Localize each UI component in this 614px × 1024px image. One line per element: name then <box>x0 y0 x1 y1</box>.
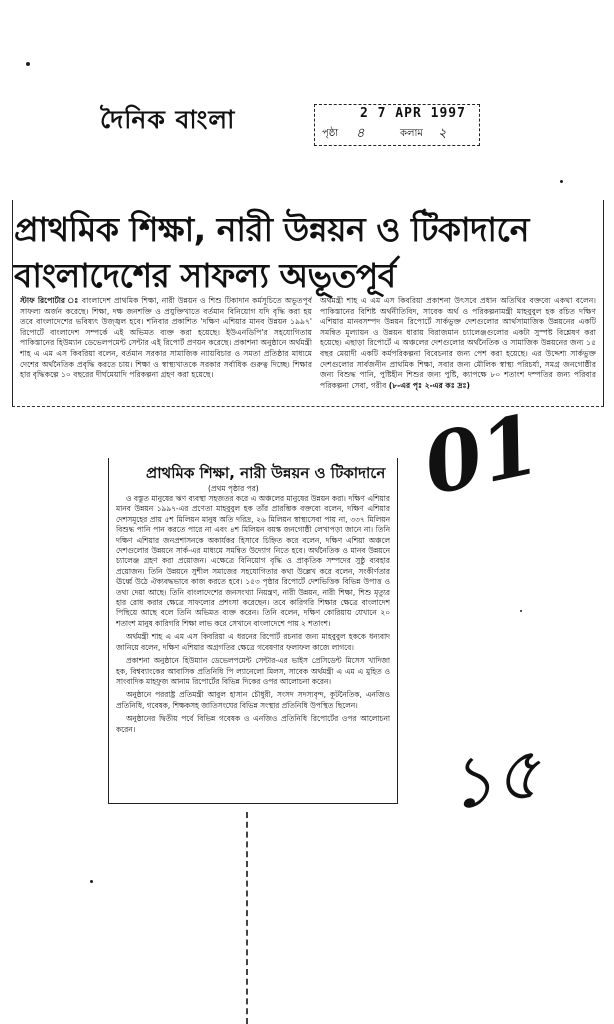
lead-column-left <box>20 296 312 406</box>
continuation-paragraph: ও বস্তুত মানুষের ঋণ ব্যবস্থা সহজতর করে এ অঞ্চলের মানুষের উন্নয়ন করা। দক্ষিণ এশিয়ার মানব উন্নয়ন ১৯৯৭-এর প্রণেতা মাহবুবুল হক তাঁর প্রারম্ভিক বক্তব্যে বলেন, দক্ষিণ এশিয়ার দেশসমূহের প্রায় ৫শ মিলিয়ন মানুষ অতি দরিদ্র, ২৬ মিলিয়ন স্বাস্থ্যসেবা পায় না, ৩৩৭ মিলিয়ন বিশুদ্ধ পানি পান করতে পারে না এবং ৪শ মিলিয়ন বয়স্ক জনগোষ্ঠী লেখাপড়া জানে না। তিনি দক্ষিণ এশিয়ার জনপ্রশাসনকে অকার্যকর হিসাবে চিহ্নিত করে বলেন, দক্ষিণ এশিয়া অঞ্চলে দেশগুলোর উন্নয়নে সার্ক-এর মাধ্যমে সমন্বিত উদ্যোগ নিতে হবে। অর্থনৈতিক ও মানব উন্নয়নে চ্যালেঞ্জ গ্রহণ করা প্রয়োজন। এক্ষেত্রে বিনিয়োগ বৃদ্ধি ও প্রাকৃতিক সম্পদের সুষ্ঠু ব্যবহার প্রয়োজন। তিনি উন্নয়নে সুশীল সমাজের সহযোগিতার কথা উল্লেখ করে বলেন, সংকীর্ণতার ঊর্ধ্বে উঠে ঐক্যবদ্ধভাবে কাজ করতে হবে। ১৫৩ পৃষ্ঠার রিপোর্টে দেশভিত্তিক বিভিন্ন উপাত্ত ও তথ্য দেয়া আছে। তিনি বাংলাদেশের জনসংখ্যা নিয়ন্ত্রণ, নারী উন্নয়ন, নারী শিক্ষা, শিশু মৃত্যুর হার রোধ করার ক্ষেত্রে সাফল্যের প্রশংসা করেছেন। তবে কারিগরি শিক্ষার ক্ষেত্রে বাংলাদেশ পিছিয়ে আছে বলে তিনি অভিমত ব্যক্ত করেন। তিনি বলেন, দক্ষিণ কোরিয়ায় যেখানে ২০ শতাংশ মানুষ কারিগরি শিক্ষা লাভ করে সেখানে বাংলাদেশে পায় ২ শতাংশ। <box>116 494 390 628</box>
headline-line-1: প্রাথমিক শিক্ষা, নারী উন্নয়ন ও টিকাদানে <box>14 210 529 249</box>
handwritten-number: 01 <box>416 396 548 514</box>
scan-speck <box>90 880 93 883</box>
lead-text-right: অর্থমন্ত্রী শাহ এ এম এস কিবরিয়া প্রকাশনা উৎসবে প্রধান অতিথির বক্তব্যে একথা বলেন। পাকিস্তানের বিশিষ্ট অর্থনীতিবিদ, সাবেক অর্থ ও পরিকল্পনামন্ত্রী মাহবুবুল হক রচিত দক্ষিণ এশিয়ার মানবসম্পদ উন্নয়ন রিপোর্টে সার্কভুক্ত দেশগুলোর আর্থসামাজিক উন্নয়নের একটি সমন্বিত মূল্যায়ন ও উন্নয়ন ধারায় বিরাজমান চ্যালেঞ্জগুলোর একটা সুস্পষ্ট বিশ্লেষণ করা হয়েছে। এছাড়া রিপোর্টে এ অঞ্চলের দেশগুলোর অর্থনৈতিক ও সামাজিক উন্নয়নের জন্য ১৫ বছর মেয়াদী একটি কর্মপরিকল্পনা বিবেচনার জন্য পেশ করা হয়েছে। এর উদ্দেশ্য সার্কভুক্ত দেশগুলোর সার্বজনীন প্রাথমিক শিক্ষা, সবার জন্য মৌলিক স্বাস্থ্য পরিচর্যা, সমগ্র জনগোষ্ঠীর জন্য বিশুদ্ধ পানি, পুষ্টিহীন শিশুর জন্য পুষ্টি, ক্যাপক্ষে ৮০ শতাংশ দম্পতির জন্য পরিবার পরিকল্পনা সেবা, গরীব <box>320 296 596 390</box>
continuation-paragraph: অনুষ্ঠানের দ্বিতীয় পর্বে বিভিন্ন গবেষক ও এনজিও প্রতিনিধি রিপোর্টের ওপর আলোচনা করেন। <box>116 714 390 734</box>
continuation-paragraph: অনুষ্ঠানে পররাষ্ট্র প্রতিমন্ত্রী আবুল হাসান চৌধুরী, সংসদ সদস্যবৃন্দ, কূটনৈতিক, এনজিও প্রতিনিধি, গবেষক, শিক্ষকসহ জাতিসংঘের বিভিন্ন সংস্থার প্রতিনিধি উপস্থিত ছিলেন। <box>116 690 390 710</box>
clip-stamp-column-label: কলাম <box>400 128 423 139</box>
fold-line <box>246 812 248 1024</box>
continuation-title: প্রাথমিক শিক্ষা, নারী উন্নয়ন ও টিকাদানে <box>146 464 386 482</box>
scan-speck <box>560 180 563 183</box>
headline-line-2: বাংলাদেশের সাফল্য অভূতপূর্ব <box>14 256 396 295</box>
clip-stamp-page-label: পৃষ্ঠা <box>322 128 339 139</box>
scan-speck <box>520 610 522 612</box>
continuation-subtitle: (প্রথম পৃষ্ঠার পর) <box>208 484 259 493</box>
continued-marker: (৮-এর পৃঃ ২-এর কঃ দ্রঃ) <box>388 380 470 390</box>
margin-handwriting: ১৫ <box>441 729 547 827</box>
continuation-paragraph: প্রকাশনা অনুষ্ঠানে হিউম্যান ডেভেলপমেন্ট সেন্টার-এর ভাইস প্রেসিডেন্ট মিসেস খাদিজা হক, বিশ্বব্যাংকের আবাসিক প্রতিনিধি পি ল্যানেলো মিলস, সাবেক অর্থমন্ত্রী এ এম এ মুহিত ও সাংবাদিক মাহফুজ আনাম রিপোর্টের বিভিন্ন দিকের ওপর আলোচনা করেন। <box>116 656 390 686</box>
scan-speck <box>26 62 30 66</box>
reporter-credit: স্টাফ রিপোর্টার ঃ <box>20 296 79 305</box>
lead-column-right <box>320 296 596 406</box>
clip-stamp-column-value: ২ <box>438 126 447 141</box>
continuation-paragraph: অর্থমন্ত্রী শাহ এ এম এস কিবরিয়া এ ধরনের রিপোর্ট রচনার জন্য মাহবুবুল হককে ধন্যবাদ জানিয়ে বলেন, দক্ষিণ এশিয়ার অগ্রগতির ক্ষেত্রে গবেষণার ফলাফল কাজে লাগবে। <box>116 632 390 652</box>
clip-stamp-date: 2 7 APR 1997 <box>360 106 466 121</box>
masthead: দৈনিক বাংলা <box>100 105 236 134</box>
continuation-body <box>116 494 390 798</box>
clip-stamp-page-value: ৪ <box>356 126 365 141</box>
lead-text-left: বাংলাদেশ প্রাথমিক শিক্ষা, নারী উন্নয়ন ও শিশু টিকাদান কর্মসূচিতে অভূতপূর্ব সাফল্য অর্জন করেছে। শিক্ষা, দক্ষ জনশক্তি ও প্রযুক্তিখাতে বর্তমান বিনিয়োগ যদি বৃদ্ধি করা হয় তবে বাংলাদেশের ভবিষ্যৎ উজ্জ্বল হবে। শনিবার প্রকাশিত 'দক্ষিণ এশিয়ার মানব উন্নয়ন ১৯৯৭' রিপোর্টে বাংলাদেশ সম্পর্কে এই অভিমত ব্যক্ত করা হয়েছে। ইউএনডিপি'র সহযোগিতায় পাকিস্তানের হিউম্যান ডেভেলপমেন্ট সেন্টার এই রিপোর্ট প্রণয়ন করেছে। প্রকাশনা অনুষ্ঠানে অর্থমন্ত্রী শাহ এ এম এস কিবরিয়া বলেন, বর্তমান সরকার সামাজিক ন্যায়বিচার ও সমতা প্রতিষ্ঠার মাধ্যমে দেশের অর্থনৈতিক প্রবৃদ্ধি করতে চায়। শিক্ষা ও স্বাস্থ্যখাতকে সরকার সর্বাধিক গুরুত্ব দিচ্ছে। শিক্ষার হার বৃদ্ধিকল্পে ১০ বছরের দীর্ঘমেয়াদি পরিকল্পনা গ্রহণ করা হয়েছে। <box>20 296 312 380</box>
